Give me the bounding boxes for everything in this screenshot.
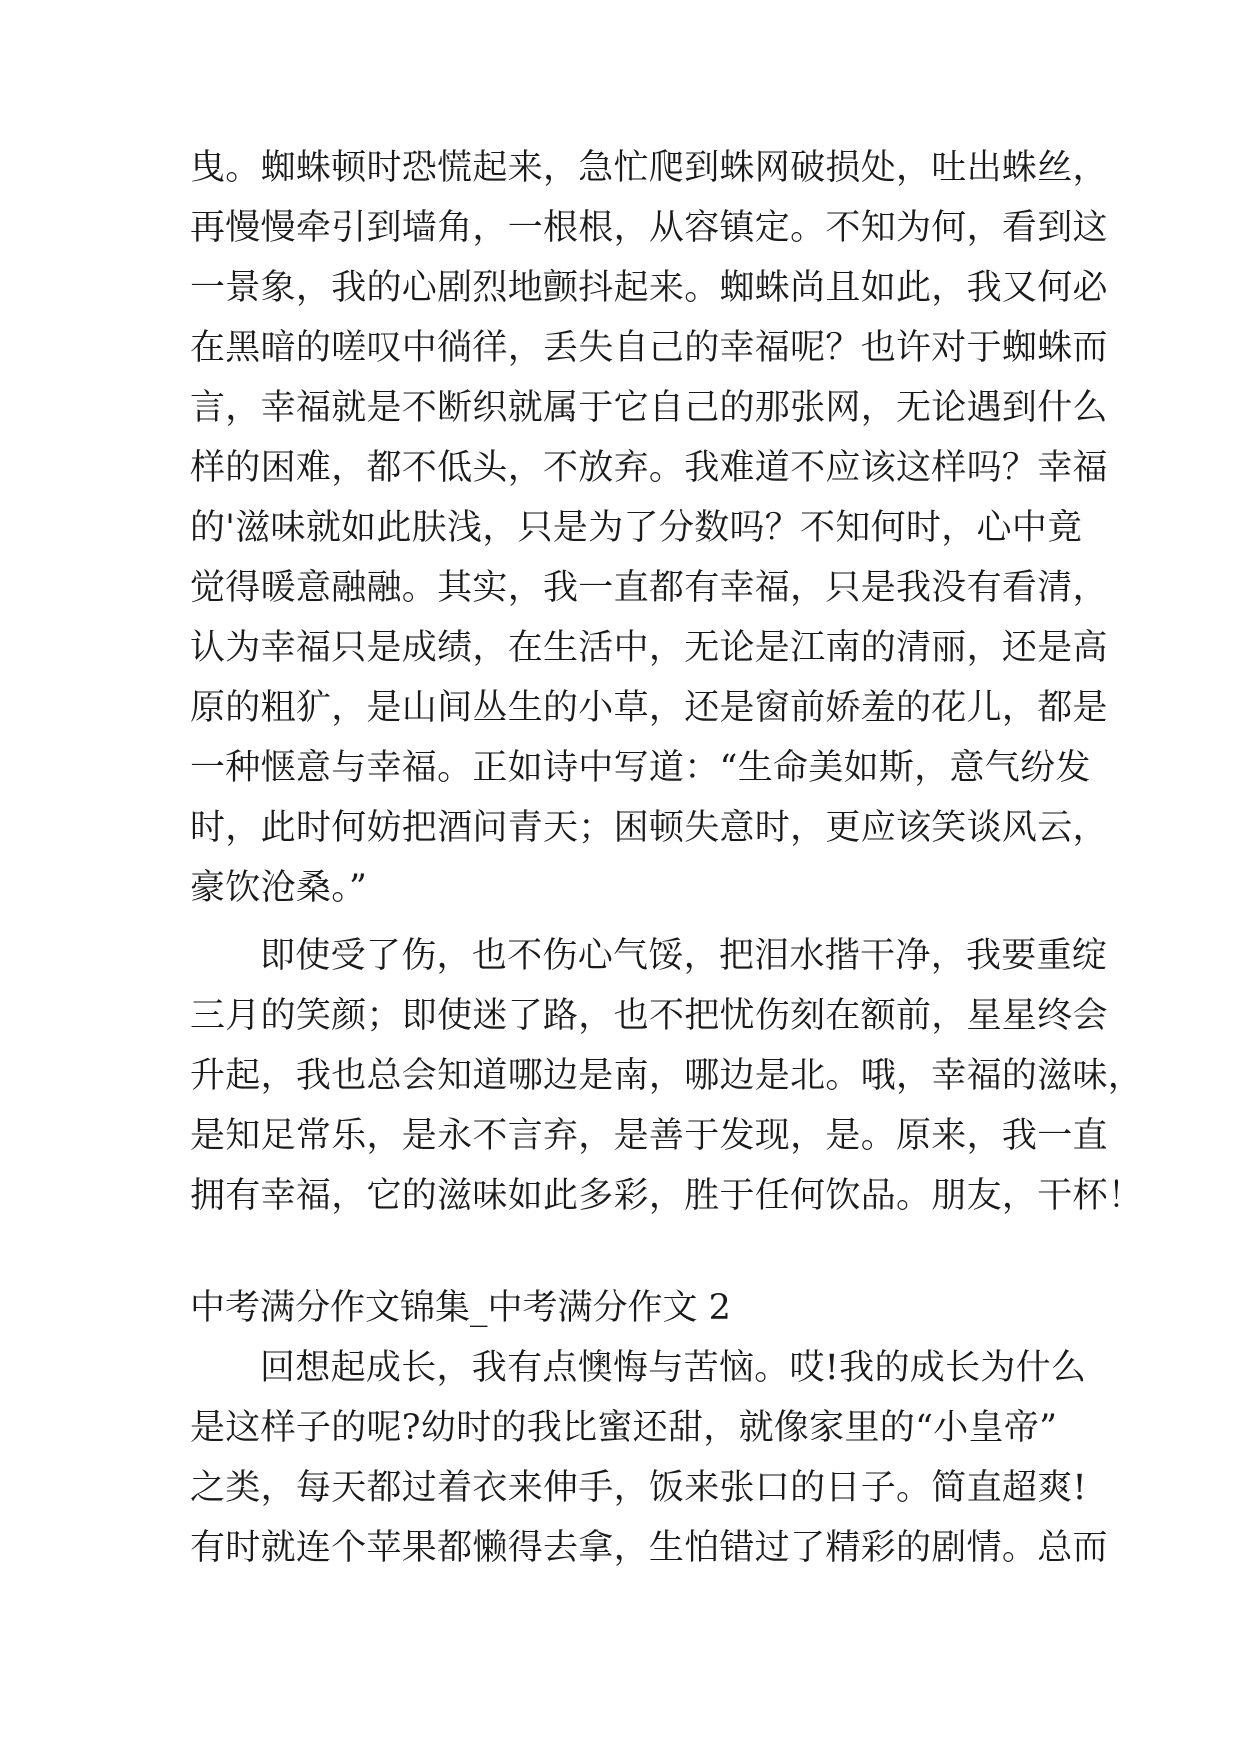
paragraph-spacer — [190, 918, 1070, 926]
text-line: 之类，每天都过着衣来伸手，饭来张口的日子。简直超爽! — [190, 1468, 1087, 1508]
text-line: 升起，我也总会知道哪边是南，哪边是北。哦，幸福的滋味， — [190, 1056, 1144, 1096]
text-line: 有时就连个苹果都懒得去拿，生怕错过了精彩的剧情。总而 — [190, 1528, 1108, 1568]
text-line: 觉得暖意融融。其实，我一直都有幸福，只是我没有看清， — [190, 568, 1108, 608]
text-line: 原的粗犷，是山间丛生的小草，还是窗前娇羞的花儿，都是 — [190, 688, 1108, 728]
text-line: 是这样子的呢?幼时的我比蜜还甜，就像家里的“小皇帝” — [190, 1408, 1058, 1448]
text-line: 回想起成长，我有点懊悔与苦恼。哎!我的成长为什么 — [260, 1348, 1087, 1388]
document-body — [190, 138, 1144, 1578]
text-line: 时，此时何妨把酒问青天；困顿失意时，更应该笑谈风云， — [190, 808, 1108, 848]
text-line: 的'滋味就如此肤浅，只是为了分数吗？不知何时，心中竟 — [190, 508, 1083, 548]
section-heading: 中考满分作文锦集_中考满分作文 2 — [190, 1288, 731, 1328]
section-spacer — [190, 1226, 1070, 1278]
text-line: 是知足常乐，是永不言弃，是善于发现，是。原来，我一直 — [190, 1116, 1108, 1156]
text-line: 样的困难，都不低头，不放弃。我难道不应该这样吗？幸福 — [190, 448, 1108, 488]
text-line: 即使受了伤，也不伤心气馁，把泪水揩干净，我要重绽 — [260, 936, 1108, 976]
text-line: 曳。蜘蛛顿时恐慌起来，急忙爬到蛛网破损处，吐出蛛丝， — [190, 148, 1108, 188]
text-line: 在黑暗的嗟叹中徜徉，丢失自己的幸福呢？也许对于蜘蛛而 — [190, 328, 1108, 368]
text-line: 豪饮沧桑。” — [190, 868, 368, 908]
text-line: 三月的笑颜；即使迷了路，也不把忧伤刻在额前，星星终会 — [190, 996, 1108, 1036]
paragraph-essay-2 — [190, 1338, 1108, 1578]
text-line: 言，幸福就是不断织就属于它自己的那张网，无论遇到什么 — [190, 388, 1108, 428]
text-line: 认为幸福只是成绩，在生活中，无论是江南的清丽，还是高 — [190, 628, 1108, 668]
text-line: 拥有幸福，它的滋味如此多彩，胜于任何饮品。朋友，干杯！ — [190, 1176, 1144, 1216]
paragraph-continuation — [190, 138, 1108, 918]
text-line: 一种惬意与幸福。正如诗中写道：“生命美如斯，意气纷发 — [190, 748, 1091, 788]
text-line: 一景象，我的心剧烈地颤抖起来。蜘蛛尚且如此，我又何必 — [190, 268, 1108, 308]
paragraph-conclusion — [190, 926, 1144, 1226]
text-line: 再慢慢牵引到墙角，一根根，从容镇定。不知为何，看到这 — [190, 208, 1108, 248]
